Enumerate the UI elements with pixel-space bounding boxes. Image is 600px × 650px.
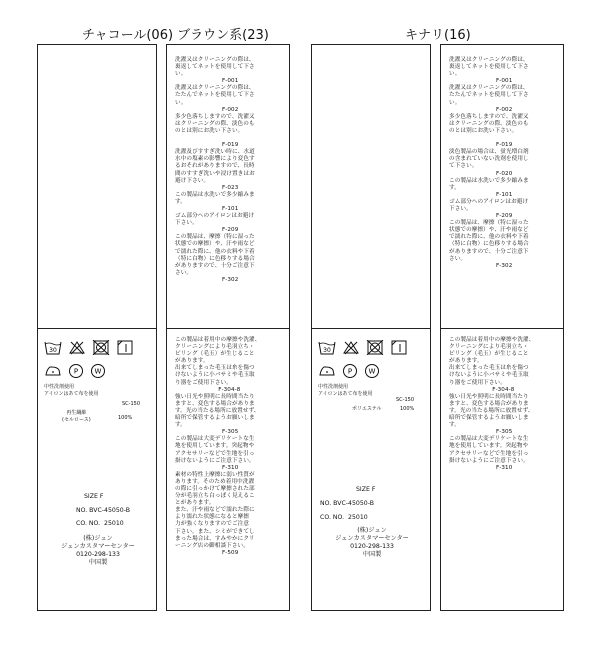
- wet-clean-w-icon: [90, 363, 106, 379]
- co-no: CO. NO. 25010: [76, 520, 124, 527]
- fold-line: [312, 328, 430, 329]
- size-label: SIZE F: [356, 486, 376, 493]
- left-tag-text: [166, 44, 290, 611]
- left-tag-main: [37, 44, 157, 611]
- fold-line: [441, 328, 563, 329]
- right-tag-main: [311, 44, 431, 611]
- material-percent: 100%: [400, 406, 415, 412]
- dry-clean-p-icon: [68, 363, 84, 379]
- care-note: 中性洗剤使用 アイロンはあて布を使用: [44, 384, 99, 397]
- code-label: SC-150: [122, 401, 141, 407]
- material-label: ポリエステル: [352, 406, 382, 412]
- lower-care-text: この製品は着用中の摩擦や洗濯、 クリーニングにより毛羽立ち・ ピリング（毛玉）が生じること があります。 出来てしまった毛玉は糸を傷つ けないように小バサミや毛玉取 り器をご使用下さい。 F-304-8 強い日光や照明に長時間当たり ますと、変色する場合がありま す。光の当たる場所に放置せず、 暗所で保管するようお願いしま す。 F-305 この製品は大変デリケートな生 地を使用しています。突起物や アクセサリーなどで生地を引っ 掛けないようにご注意下さい。 F-310: [449, 337, 535, 471]
- svg-text:30: 30: [323, 347, 331, 354]
- fold-line: [167, 328, 289, 329]
- material-percent: 100%: [118, 415, 133, 421]
- fold-line: [38, 328, 156, 329]
- title-charcoal-brown: チャコール(06) ブラウン系(23): [82, 28, 269, 43]
- line-dry-shade-icon: [116, 340, 134, 355]
- no-tumble-dry-icon: [92, 340, 110, 355]
- svg-text:P: P: [347, 367, 353, 376]
- iron-low-icon: [318, 364, 336, 378]
- dry-clean-p-icon: [342, 363, 358, 379]
- line-dry-shade-icon: [390, 340, 408, 355]
- size-label: SIZE F: [84, 493, 104, 500]
- no-bleach-icon: [342, 340, 360, 355]
- svg-text:30: 30: [49, 347, 57, 354]
- svg-text:P: P: [73, 367, 79, 376]
- svg-text:W: W: [94, 367, 102, 376]
- material-label: 再生繊維 (セルロース): [62, 410, 91, 423]
- company-info: (株)ジュン ジュンカスタマーセンター 0120-298-133 中国製: [335, 527, 409, 558]
- care-symbols-row2: [318, 363, 380, 379]
- wash-30-icon: [44, 340, 62, 355]
- care-symbols: [44, 340, 134, 355]
- no-bleach-icon: [68, 340, 86, 355]
- care-symbols-row2: [44, 363, 106, 379]
- right-tag-text: [440, 44, 564, 611]
- svg-text:W: W: [368, 367, 376, 376]
- wash-30-icon: [318, 340, 336, 355]
- title-kinari: キナリ(16): [405, 28, 471, 43]
- wet-clean-w-icon: [364, 363, 380, 379]
- upper-care-text: 洗濯又はクリーニングの際は、 裏返してネットを使用して下さ い。 F-001 洗濯又はクリーニングの際は、 たたんでネットを使用して下さ い。 F-002 多少色落ちしますので、洗濯又 はクリーニングの際、淡色のも のとは別にお洗い下さい。 F-019 淡色製品の場合は、蛍光増白剤 の含まれていない洗剤を使用し て下さい。 F-020 この製品は水洗いで多少縮みま す。 F-101 ゴム部分へのアイロンはお避け 下さい。 F-209 この製品は、摩擦（特に湿った 状態での摩擦）や、汗や雨など で濡れた際に、他の衣料や下着 （特に白物）に色移りする場合 がありますので、十分ご注意下 さい。 F-302: [449, 57, 529, 269]
- care-symbols: [318, 340, 408, 355]
- co-no: CO. NO. 25010: [320, 514, 368, 521]
- lower-care-text: この製品は着用中の摩擦や洗濯、 クリーニングにより毛羽立ち・ ピリング（毛玉）が生じること があります。 出来てしまった毛玉は糸を傷つ けないように小バサミや毛玉取 り器をご使用下さい。 F-304-8 強い日光や照明に長時間当たり ますと、変色する場合がありま す。光の当たる場所に放置せず、 暗所で保管するようお願いしま す。 F-305 この製品は大変デリケートな生 地を使用しています。突起物や アクセサリーなどで生地を引っ 掛けないようにご注意下さい。 F-310 素材の特性上摩擦に弱い性質が あります。そのため着用中洗濯 の際に引っかけて摩擦された部 分が毛羽立ち白っぽく見えるこ とがあります。 また、汗や雨などで濡れた際に より濡れた状態になると摩擦 力が強くなりますのでご注意 下さい。また、シミができてし まった場合は、すみやかにクリ ーニング店の御相談下さい。 F-509: [175, 337, 261, 556]
- product-no: NO. BVC-45050-B: [76, 507, 130, 514]
- company-info: (株)ジュン ジュンカスタマーセンター 0120-298-133 中国製: [61, 535, 135, 566]
- no-tumble-dry-icon: [366, 340, 384, 355]
- care-note: 中性洗剤使用 アイロンはあて布を使用: [318, 384, 373, 397]
- upper-care-text: 洗濯又はクリーニングの際は、 裏返してネットを使用して下さ い。 F-001 洗濯又はクリーニングの際は、 たたんでネットを使用して下さ い。 F-002 多少色落ちしますので、洗濯又 はクリーニングの際、淡色のも のとは別にお洗い下さい。 F-019 洗濯及びすすぎ洗い時に、水道 水中の塩素の影響により変色す るおそれがありますので、長時 間のすすぎ洗いや浸け置きはお 避け下さい。 F-023 この製品は水洗いで多少縮みま す。 F-101 ゴム部分へのアイロンはお避け 下さい。 F-209 この製品は、摩擦（特に湿った 状態での摩擦）や、汗や雨など で濡れた際に、他の衣料や下着 （特に白物）に色移りする場合 がありますので、十分ご注意下 さい。 F-302: [175, 57, 255, 283]
- iron-low-icon: [44, 364, 62, 378]
- code-label: SC-150: [396, 397, 415, 403]
- product-no: NO. BVC-45050-B: [320, 500, 374, 507]
